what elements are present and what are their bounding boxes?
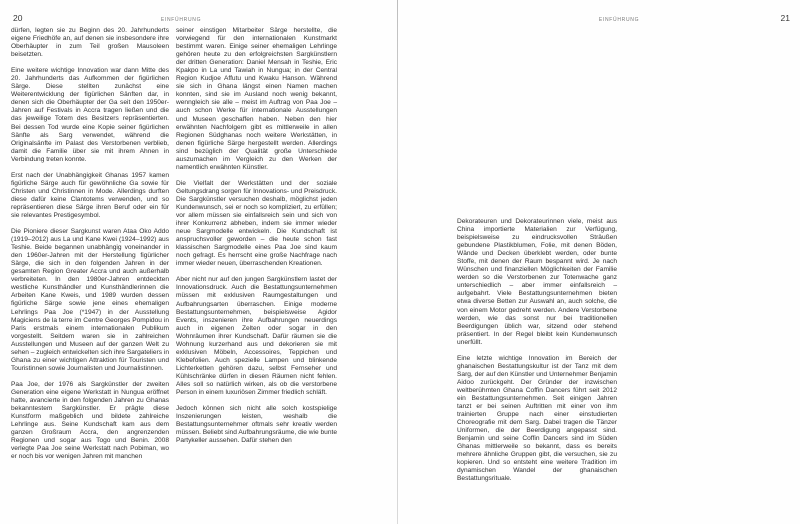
paragraph: Erst nach der Unabhängigkeit Ghanas 1957 kamen figürliche Särge auch für gewöhnliche Ga sowie für Christen und Christinnen in Mode. Allerdings durften diese dafür keine Clantotems verwenden, und so repräsentieren diese Särge ihren Beruf oder ein für sie relevantes Prestigesymbol. — [11, 171, 169, 219]
left-page-column-2 — [176, 27, 337, 457]
paragraph: Eine weitere wichtige Innovation war dann Mitte des 20. Jahrhunderts das Aufkommen der figürlichen Särge. Diese stellten zunächst eine Weiterentwicklung der figürlichen Sänften dar, in denen sich die Oberhäupter der Ga seit den 1950er-Jahren auf Festivals in Accra tragen ließen und die das jeweilige Totem des Besitzers repräsentierten. Bei dessen Tod wurde eine Kopie seiner figürlichen Sänfte als Sarg verwendet, während die Originalsänfte im Palast des Verstorbenen verblieb, damit die Familie über sie mit ihrem Ahnen in Verbindung treten konnte. — [11, 67, 169, 163]
paragraph: Aber nicht nur auf den jungen Sargkünstlern lastet der Innovationsdruck. Auch die Bestattungsunternehmen müssen mit exklusiven Raumgestaltungen und Aufbahrungsarten überraschen. Einige moderne Bestattungsunternehmen, beispielsweise Agidor Events, inszenieren ihre Aufbahrungen neuerdings auch in eigenen Zelten oder sogar in den Wohnräumen ihrer Kundschaft. Dafür räumen sie die Wohnung kurzerhand aus und dekorieren sie mit exklusiven Möbeln, Accessoires, Teppichen und Klebefolien. Auch spezielle Lampen und blinkende Lichterketten gehören dazu, selbst Fernseher und Kühlschränke dürfen in diesen Räumen nicht fehlen. Alles soll so natürlich wirken, als ob die verstorbene Person in einem luxuriösen Zimmer friedlich schläft. — [176, 276, 337, 397]
paragraph: Jedoch können sich nicht alle solch kostspielige Inszenierungen leisten, weshalb die Bestattungsunternehmer oftmals sehr kreativ werden müssen. Beliebt sind Aufbahrungsräume, die wie bunte Partykeller aussehen. Dafür stehen den — [176, 405, 337, 445]
page-number-left: 20 — [13, 13, 23, 23]
paragraph: seiner einstigen Mitarbeiter Särge herstellte, die vorwiegend für den internationalen Kunstmarkt bestimmt waren. Einige seiner ehemaligen Lehrlinge gehören heute zu den erfolgreichsten Sargkünstlern der dritten Generation: Daniel Mensah in Teshie, Eric Kpakpo in La und Tawiah in Nungua; in der Central Region Kudjoe Affutu und Kwaku Hanson. Während sie sich in Ghana längst einen Namen machen konnten, sind sie im Ausland noch wenig bekannt, wenngleich sie alle – meist im Auftrag von Paa Joe – auch schon Werke für internationale Ausstellungen und Museen geschaffen haben. Neben den hier erwähnten Nachfolgern gibt es mittlerweile in allen Regionen Südghanas noch weitere Werkstätten, in denen figürliche Särge hergestellt werden. Allerdings sind bezüglich der Qualität große Unterschiede auszumachen im Vergleich zu den Werken der namentlich erwähnten Künstler. — [176, 27, 337, 171]
paragraph: dürfen, legten sie zu Beginn des 20. Jahrhunderts eigene Friedhöfe an, auf denen sie insbesondere ihre Oberhäupter in zum Teil großen Mausoleen beisetzten. — [11, 27, 169, 59]
paragraph: Paa Joe, der 1976 als Sargkünstler der zweiten Generation eine eigene Werkstatt in Nungua eröffnet hatte, avancierte in den folgenden Jahren zu Ghanas bekanntestem Sargkünstler. Er prägte diese Kunstform maßgeblich und bildete zahlreiche Lehrlinge aus. Seine Kundschaft kam aus dem ganzen Großraum Accra, den angrenzenden Regionen und sogar aus Togo und Benin. 2008 verlegte Paa Joe seine Werkstatt nach Pobiman, wo er noch bis vor wenigen Jahren mit manchen — [11, 380, 169, 461]
running-header-left: EINFÜHRUNG — [160, 17, 202, 23]
running-header-right: EINFÜHRUNG — [598, 17, 640, 23]
paragraph: Die Vielfalt der Werkstätten und der soziale Geltungsdrang sorgen für Innovations- und Preisdruck. Die Sargkünstler versuchen deshalb, möglichst jeden Kundenwunsch, sei er noch so kompliziert, zu erfüllen; vor allem müssen sie einfallsreich sein und sich von ihrer Konkurrenz abheben, indem sie immer wieder neue Sargmodelle entwickeln. Die Kundschaft ist anspruchsvoller geworden – die heute schon fast klassischen Sargmodelle eines Paa Joe sind kaum noch gefragt. Es herrscht eine große Nachfrage nach immer wieder neuen, überraschenden Kreationen. — [176, 179, 337, 268]
page-number-right: 21 — [780, 13, 790, 23]
right-page-column — [457, 218, 617, 508]
paragraph: Eine letzte wichtige Innovation im Bereich der ghanaischen Bestattungskultur ist der Tanz mit dem Sarg, der auf den Künstler und Unternehmer Benjamin Aidoo zurückgeht. Der Gründer der inzwischen weltberühmten Ghana Coffin Dancers führt seit 2012 ein Bestattungsunternehmen. Seit einigen Jahren tanzt er bei seinen Auftritten mit einer von ihm trainierten Gruppe nach einer einstudierten Choreografie mit dem Sarg. Dabei tragen die Tänzer Uniformen, die der Beerdigung angepasst sind. Benjamin und seine Coffin Dancers sind im Süden Ghanas mittlerweile so bekannt, dass es bereits mehrere ähnliche Gruppen gibt, die versuchen, sie zu kopieren. Und so entsteht eine weitere Tradition im dynamischen Wandel der ghanaischen Bestattungsrituale. — [457, 354, 617, 483]
paragraph: Dekorateuren und Dekorateurinnen viele, meist aus China importierte Materialien zur Verfügung, beispielsweise zu eindrucksvollen Sträußen gebundene Plastikblumen, Folie, mit denen Böden, Wände und Decken überklebt werden, oder bunte Stoffe, mit denen der Raum bespannt wird. Je nach Wünschen und finanziellen Möglichkeiten der Familie werden so die Verstorbenen zur Totenwache ganz unterschiedlich – aber immer einfallsreich – aufgebahrt. Viele Bestattungsunternehmen bieten etwa diverse Betten zur Auswahl an, auch solche, die von einem Motor gedreht werden. Andere Verstorbene werden, wie das sonst nur bei traditionellen Beerdigungen üblich war, sitzend oder stehend präsentiert. In der Regel bleibt kein Kundenwunsch unerfüllt. — [457, 218, 617, 346]
left-page-column-1 — [11, 27, 169, 461]
page-spine-divider — [397, 0, 398, 524]
paragraph: Die Pioniere dieser Sargkunst waren Ataa Oko Addo (1919–2012) aus La und Kane Kwei (1924–1992) aus Teshie. Beide begannen unabhängig voneinander in den 1960er-Jahren mit der Herstellung figürlicher Särge, die sich in den folgenden Jahren in der gesamten Region Greater Accra und auch außerhalb verbreiteten. In den 1980er-Jahren entdeckten westliche Kunsthändler und Kunsthändlerinnen die Arbeiten Kane Kweis, und 1989 wurden dessen figürliche Särge sowie jene eines ehemaligen Lehrlings Paa Joe (*1947) in der Ausstellung Magiciens de la terre im Centre Georges Pompidou in Paris erstmals einem internationalen Publikum vorgestellt. Seitdem waren sie in zahlreichen Ausstellungen und Museen auf der ganzen Welt zu sehen – zugleich entwickelten sich ihre Sargateliers in Ghana zu einer wichtigen Attraktion für Touristen und Touristinnen sowie Journalisten und Journalistinnen. — [11, 228, 169, 372]
